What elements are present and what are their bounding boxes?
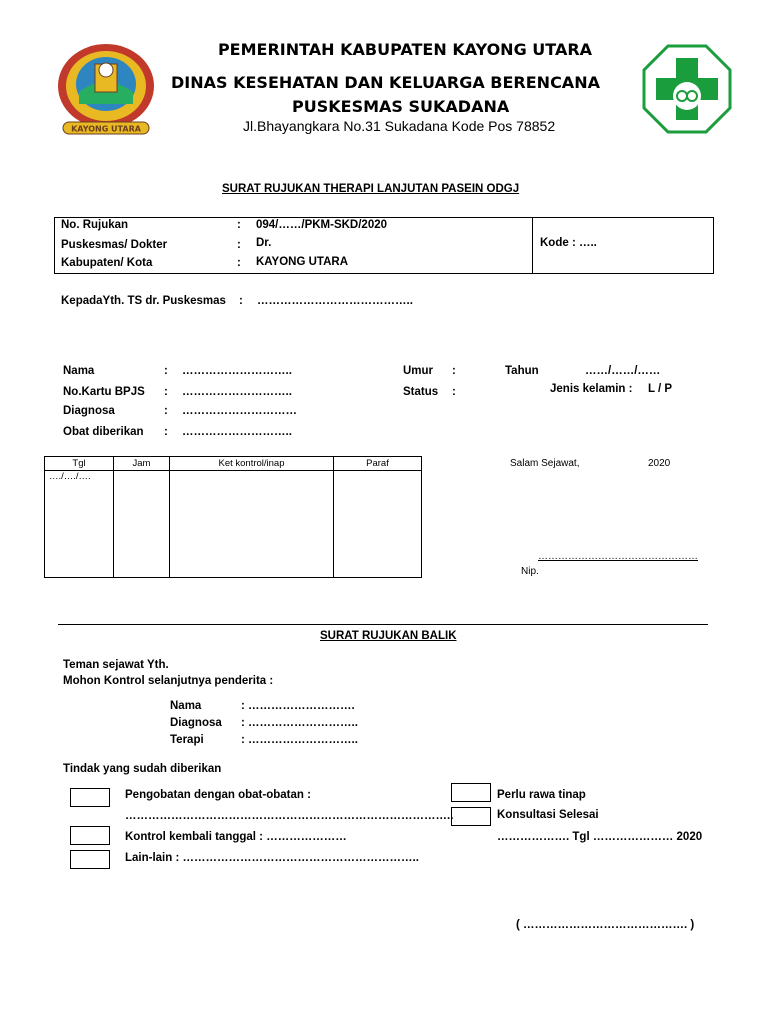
tindak-label: Tindak yang sudah diberikan (63, 763, 222, 775)
opt-kontrol: Kontrol kembali tanggal : ………………… (125, 831, 347, 843)
salam-text: Salam Sejawat, (510, 458, 580, 469)
salam-year: 2020 (648, 458, 671, 469)
checkbox-konsultasi[interactable] (451, 807, 491, 826)
opt-konsultasi: Konsultasi Selesai (497, 809, 599, 821)
balik-greet1: Teman sejawat Yth. (63, 659, 169, 671)
status-label: Status (403, 386, 439, 398)
info-colon-1: : (237, 219, 241, 231)
col-jam: Jam (114, 457, 170, 471)
balik-diagnosa-label: Diagnosa (170, 717, 222, 729)
checkbox-rawat-inap[interactable] (451, 783, 491, 802)
cell-ket[interactable] (170, 471, 334, 578)
bpjs-colon: : (164, 386, 168, 398)
info-divider (532, 218, 533, 273)
info-kode: Kode : ….. (540, 237, 597, 249)
status-colon: : (452, 386, 456, 398)
info-label-dokter: Puskesmas/ Dokter (61, 239, 168, 251)
opt-pengobatan-line: ………………………………………………………………………….. (125, 810, 454, 822)
cell-paraf[interactable] (334, 471, 422, 578)
diagnosa-colon: : (164, 405, 168, 417)
nama-label: Nama (63, 365, 95, 377)
cell-tgl[interactable]: …./…./…. (45, 471, 114, 578)
header-line2: DINAS KESEHATAN DAN KELUARGA BERENCANA (171, 73, 600, 92)
kepada-colon: : (239, 295, 243, 307)
umur-colon: : (452, 365, 456, 377)
kayong-utara-logo (55, 42, 157, 138)
diagnosa-label: Diagnosa (63, 405, 115, 417)
signature-nip: Nip. (521, 566, 539, 577)
bpjs-value: ……………………….. (182, 386, 292, 398)
balik-date-line: ………………. Tgl ………………… 2020 (497, 831, 703, 843)
signature-line: ………………………………………… (538, 551, 698, 562)
info-value-dokter: Dr. (256, 237, 272, 249)
balik-signature: ( ……………………………………. ) (516, 919, 695, 931)
obat-value: ……………………….. (182, 426, 292, 438)
balik-nama-label: Nama (170, 700, 202, 712)
checkbox-lain[interactable] (70, 850, 110, 869)
header-address: Jl.Bhayangkara No.31 Sukadana Kode Pos 78852 (243, 118, 556, 134)
checkbox-pengobatan[interactable] (70, 788, 110, 807)
info-value-rujukan: 094/……/PKM-SKD/2020 (256, 219, 388, 231)
health-cross-icon (642, 44, 732, 134)
obat-label: Obat diberikan (63, 426, 144, 438)
logo-text: KAYONG UTARA (71, 124, 141, 134)
kepada-value: ………………………………….. (257, 295, 413, 307)
cell-jam[interactable] (114, 471, 170, 578)
balik-nama-value: : ………………………. (241, 700, 355, 712)
section-divider (58, 624, 708, 625)
jenis-label: Jenis kelamin : (550, 383, 633, 395)
tahun-value: ……/……/…… (585, 365, 661, 377)
obat-colon: : (164, 426, 168, 438)
table-header-row (45, 457, 422, 471)
balik-terapi-label: Terapi (170, 734, 204, 746)
balik-title: SURAT RUJUKAN BALIK (320, 630, 457, 642)
col-paraf: Paraf (334, 457, 422, 471)
nama-colon: : (164, 365, 168, 377)
opt-pengobatan: Pengobatan dengan obat-obatan : (125, 789, 311, 801)
info-colon-2: : (237, 239, 241, 251)
tahun-label: Tahun (505, 365, 539, 377)
jenis-value: L / P (648, 383, 673, 395)
info-value-kota: KAYONG UTARA (256, 256, 349, 268)
table-row (45, 471, 422, 578)
checkbox-kontrol[interactable] (70, 826, 110, 845)
header-line1: PEMERINTAH KABUPATEN KAYONG UTARA (217, 40, 593, 59)
col-tgl: Tgl (45, 457, 114, 471)
opt-rawat-inap: Perlu rawa tinap (497, 789, 586, 801)
balik-terapi-value: : ……………………….. (241, 734, 358, 746)
kepada-label: KepadaYth. TS dr. Puskesmas (61, 295, 226, 307)
header-line3: PUSKESMAS SUKADANA (292, 97, 510, 116)
balik-greet2: Mohon Kontrol selanjutnya penderita : (63, 675, 274, 687)
umur-label: Umur (403, 365, 434, 377)
diagnosa-value: ………………………… (182, 405, 297, 417)
form-title: SURAT RUJUKAN THERAPI LANJUTAN PASEIN ODGJ (222, 183, 520, 195)
control-table (44, 456, 422, 578)
info-label-kota: Kabupaten/ Kota (61, 257, 153, 269)
opt-lain: Lain-lain : …………………………………………………….. (125, 852, 419, 864)
bpjs-label: No.Kartu BPJS (63, 386, 145, 398)
balik-diagnosa-value: : ……………………….. (241, 717, 358, 729)
info-colon-3: : (237, 257, 241, 269)
col-ket: Ket kontrol/inap (170, 457, 334, 471)
info-label-rujukan: No. Rujukan (61, 219, 129, 231)
nama-value: ……………………….. (182, 365, 292, 377)
